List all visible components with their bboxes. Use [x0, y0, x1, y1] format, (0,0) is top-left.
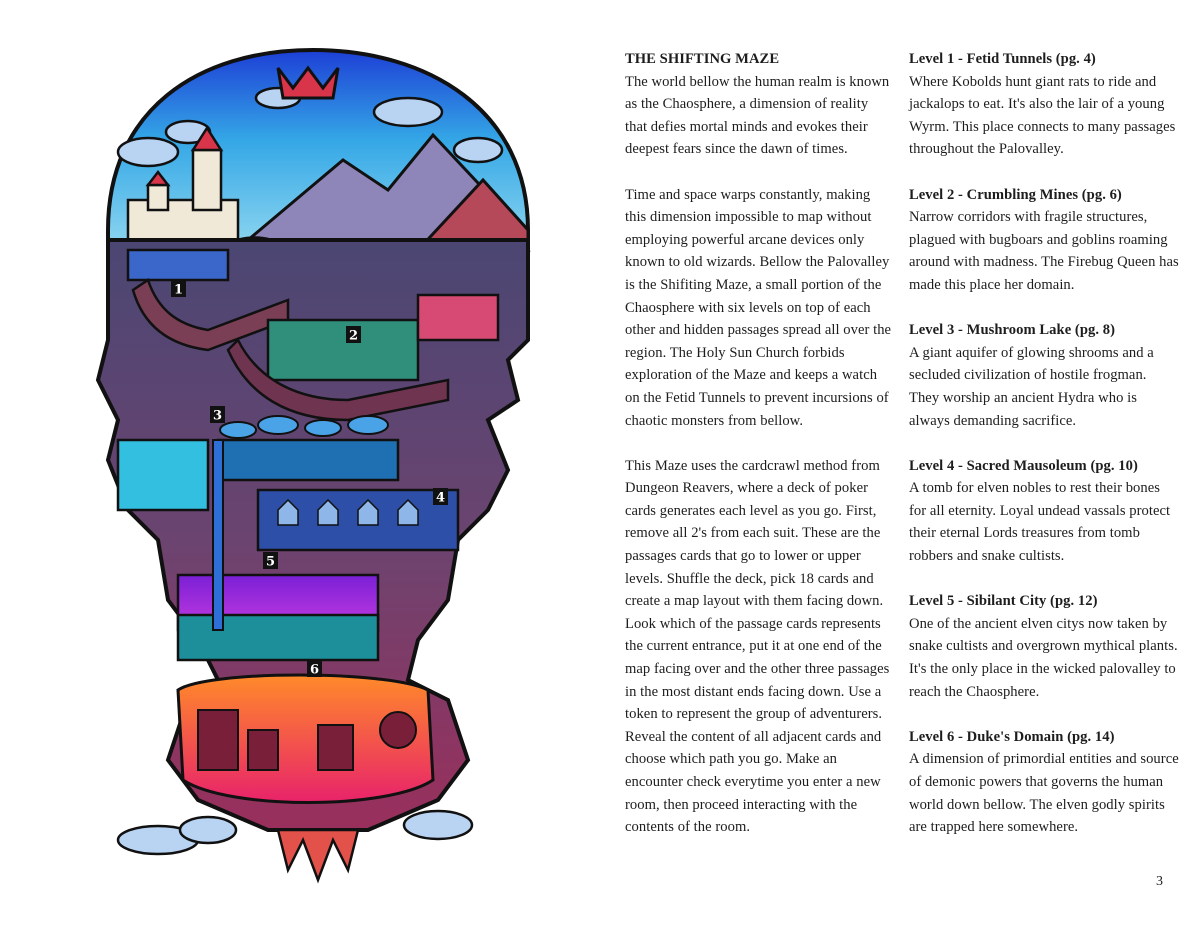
level-description: A tomb for elven nobles to rest their bones for all eternity. Loyal undead vassals protect their eternal Lords treasures from tomb robbers and snake cultists.: [909, 480, 1171, 565]
level-marker-3: [210, 406, 225, 424]
level-title: Level 3 - Mushroom Lake (pg. 8): [909, 322, 1115, 339]
level-marker-label: 3: [212, 408, 223, 424]
level-description: One of the ancient elven citys now taken by snake cultists and overgrown mythical plants. It's the only place in the wicked palovalley to reach the Chaosphere.: [909, 615, 1178, 700]
article-paragraph: The world bellow the human realm is known as the Chaosphere, a dimension of reality that defies mortal minds and evokes their deepest fears since the dawn of times.: [625, 73, 890, 158]
article-paragraph: Time and space warps constantly, making this dimension impossible to map without employing powerful arcane devices only known to old wizards. Bellow the Palovalley is the Shifiting Maze, a small portion of the Chaosphere with six levels on top of each other and hidden passages spread all over the region. The Holy Sun Church forbids exploration of the Maze and keeps a watch on the Fetid Tunnels to prevent incursions of chaotic monsters from bellow.: [625, 186, 892, 429]
level-marker-label: 6: [309, 662, 320, 678]
level-marker-4: [433, 488, 448, 506]
level-title: Level 1 - Fetid Tunnels (pg. 4): [909, 51, 1096, 67]
level-marker-2: [346, 326, 361, 344]
article-title: THE SHIFTING MAZE: [625, 51, 780, 67]
level-marker-label: 5: [265, 554, 276, 570]
level-description: A giant aquifer of glowing shrooms and a secluded civilization of hostile frogman. They worship an ancient Hydra who is always demanding sacrifice.: [909, 344, 1154, 429]
article-column: [625, 48, 893, 861]
level-entry: [909, 590, 1179, 703]
level-marker-6: [307, 660, 322, 678]
level-entry: [909, 48, 1179, 161]
level-title: Level 4 - Sacred Mausoleum (pg. 10): [909, 457, 1138, 474]
level-marker-1: [171, 280, 186, 298]
level-title: Level 2 - Crumbling Mines (pg. 6): [909, 186, 1122, 203]
level-description: Where Kobolds hunt giant rats to ride and jackalops to eat. It's also the lair of a young Wyrm. This place connects to many passages throughout the Palovalley.: [909, 73, 1176, 158]
levels-column: [909, 48, 1179, 861]
article-paragraph: This Maze uses the cardcrawl method from Dungeon Reavers, where a deck of poker cards generates each level as you go. First, remove all 2's from each suit. These are the passages cards that go to lower or upper levels. Shuffle the deck, pick 18 cards and create a map layout with them facing down. Look which of the passage cards represents the current entrance, put it at one end of the map facing over and the other three passages in the most distant ends facing down. Use a token to represent the group of adventurers. Reveal the content of all adjacent cards and choose which path you go. Make an encounter check everytime you enter a new room, then proceed interacting with the contents of the room.: [625, 457, 890, 836]
level-marker-label: 1: [173, 282, 184, 298]
level-marker-label: 4: [435, 490, 446, 506]
level-entry: [909, 184, 1179, 297]
level-description: A dimension of primordial entities and source of demonic powers that governs the human world down bellow. The elven godly spirits are trapped here somewhere.: [909, 751, 1179, 836]
page-number: 3: [1156, 874, 1163, 889]
level-entry: [909, 455, 1179, 568]
level-marker-label: 2: [348, 328, 359, 344]
level-entry: [909, 319, 1179, 432]
maze-map-illustration: [88, 40, 548, 900]
level-title: Level 6 - Duke's Domain (pg. 14): [909, 728, 1115, 745]
level-entry: [909, 726, 1179, 839]
level-title: Level 5 - Sibilant City (pg. 12): [909, 593, 1098, 610]
level-description: Narrow corridors with fragile structures, plagued with bugboars and goblins roaming around with madness. The Firebug Queen has made this place her domain.: [909, 209, 1179, 293]
level-marker-5: [263, 552, 278, 570]
